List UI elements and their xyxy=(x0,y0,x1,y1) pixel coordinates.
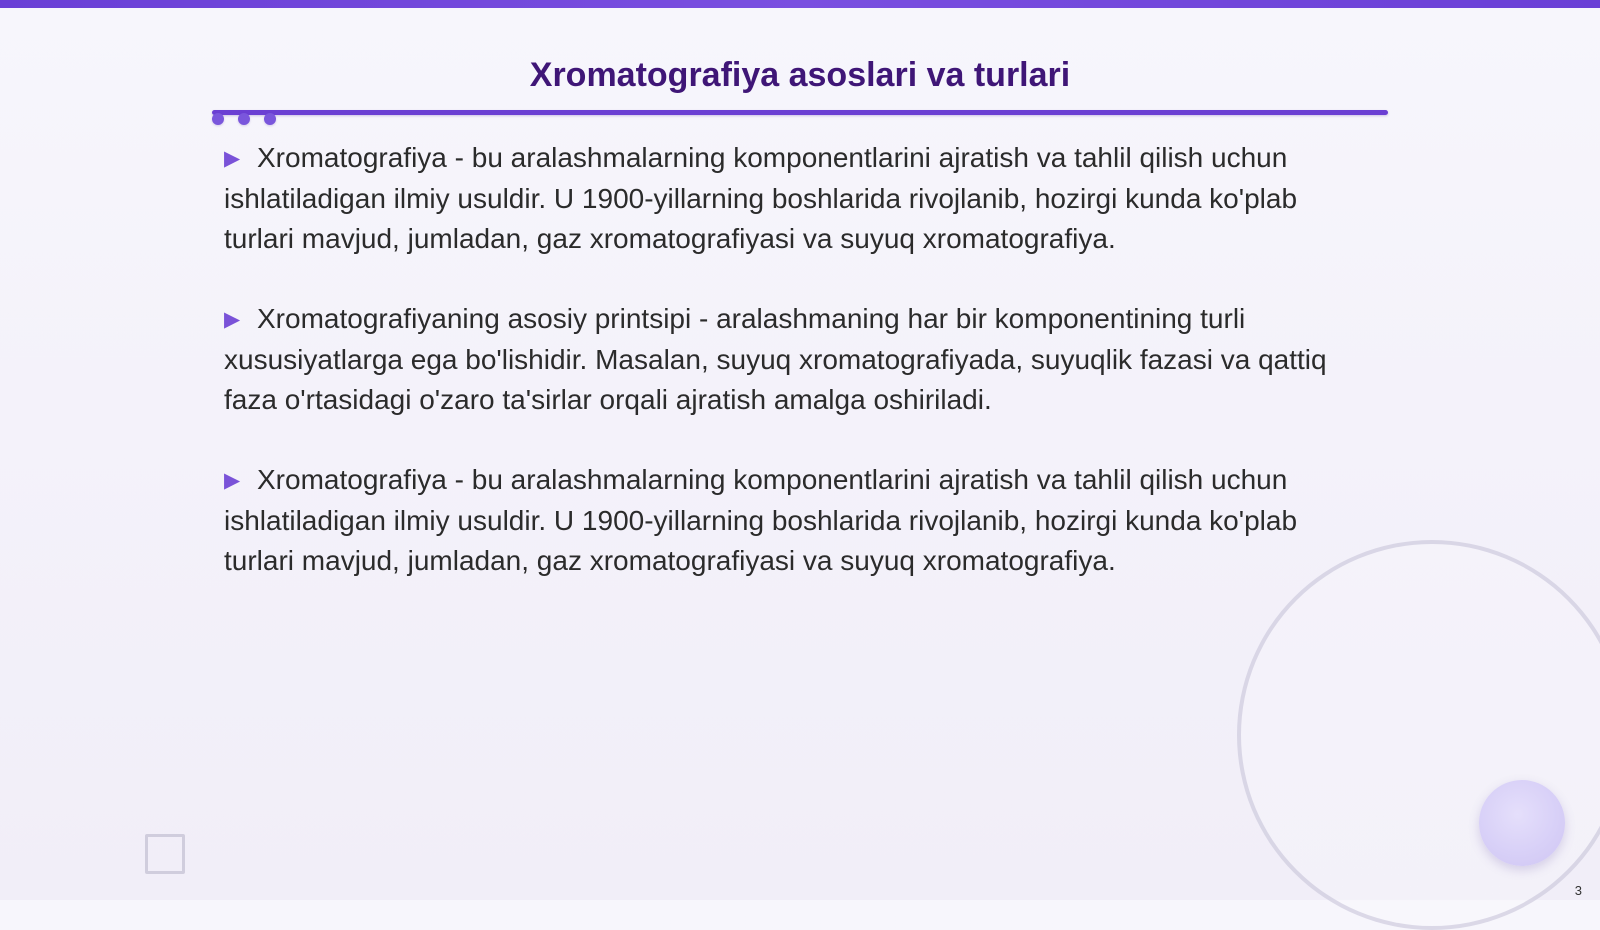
dot-1 xyxy=(212,113,224,125)
dot-3 xyxy=(264,113,276,125)
bullet-paragraph-1 xyxy=(224,138,1374,259)
bullet-paragraph-2 xyxy=(224,299,1374,420)
triangle-right-icon: ▶ xyxy=(224,469,241,492)
page-number: 3 xyxy=(1574,883,1582,898)
decorative-dots xyxy=(212,113,276,125)
slide-title: Xromatografiya asoslari va turlari xyxy=(529,56,1071,94)
decorative-small-circle xyxy=(1479,780,1565,866)
dot-2 xyxy=(238,113,250,125)
top-accent-bar xyxy=(0,0,1600,8)
bullet-paragraph-3 xyxy=(224,460,1374,581)
slide-content xyxy=(224,138,1374,621)
title-underline xyxy=(212,110,1388,115)
decorative-large-circle xyxy=(1237,540,1600,930)
triangle-right-icon: ▶ xyxy=(224,308,241,331)
triangle-right-icon: ▶ xyxy=(224,147,241,170)
paragraph-text-1: Xromatografiya - bu aralashmalarning komponentlarini ajratish va tahlil qilish uchun ishlatiladigan ilmiy usuldir. U 1900-yillarning boshlarida rivojlanib, hozirgi kunda ko'plab turlari mavjud, jumladan, gaz xromatografiyasi va suyuq xromatografiya. xyxy=(224,142,1298,254)
paragraph-text-2: Xromatografiyaning asosiy printsipi - aralashmaning har bir komponentining turli xususiyatlarga ega bo'lishidir. Masalan, suyuq xromatografiyada, suyuqlik fazasi va qattiq faza o'rtasidagi o'zaro ta'sirlar orqali ajratish amalga oshiriladi. xyxy=(224,303,1327,415)
paragraph-text-3: Xromatografiya - bu aralashmalarning komponentlarini ajratish va tahlil qilish uchun ishlatiladigan ilmiy usuldir. U 1900-yillarning boshlarida rivojlanib, hozirgi kunda ko'plab turlari mavjud, jumladan, gaz xromatografiyasi va suyuq xromatografiya. xyxy=(224,464,1298,576)
decorative-square xyxy=(145,834,185,874)
